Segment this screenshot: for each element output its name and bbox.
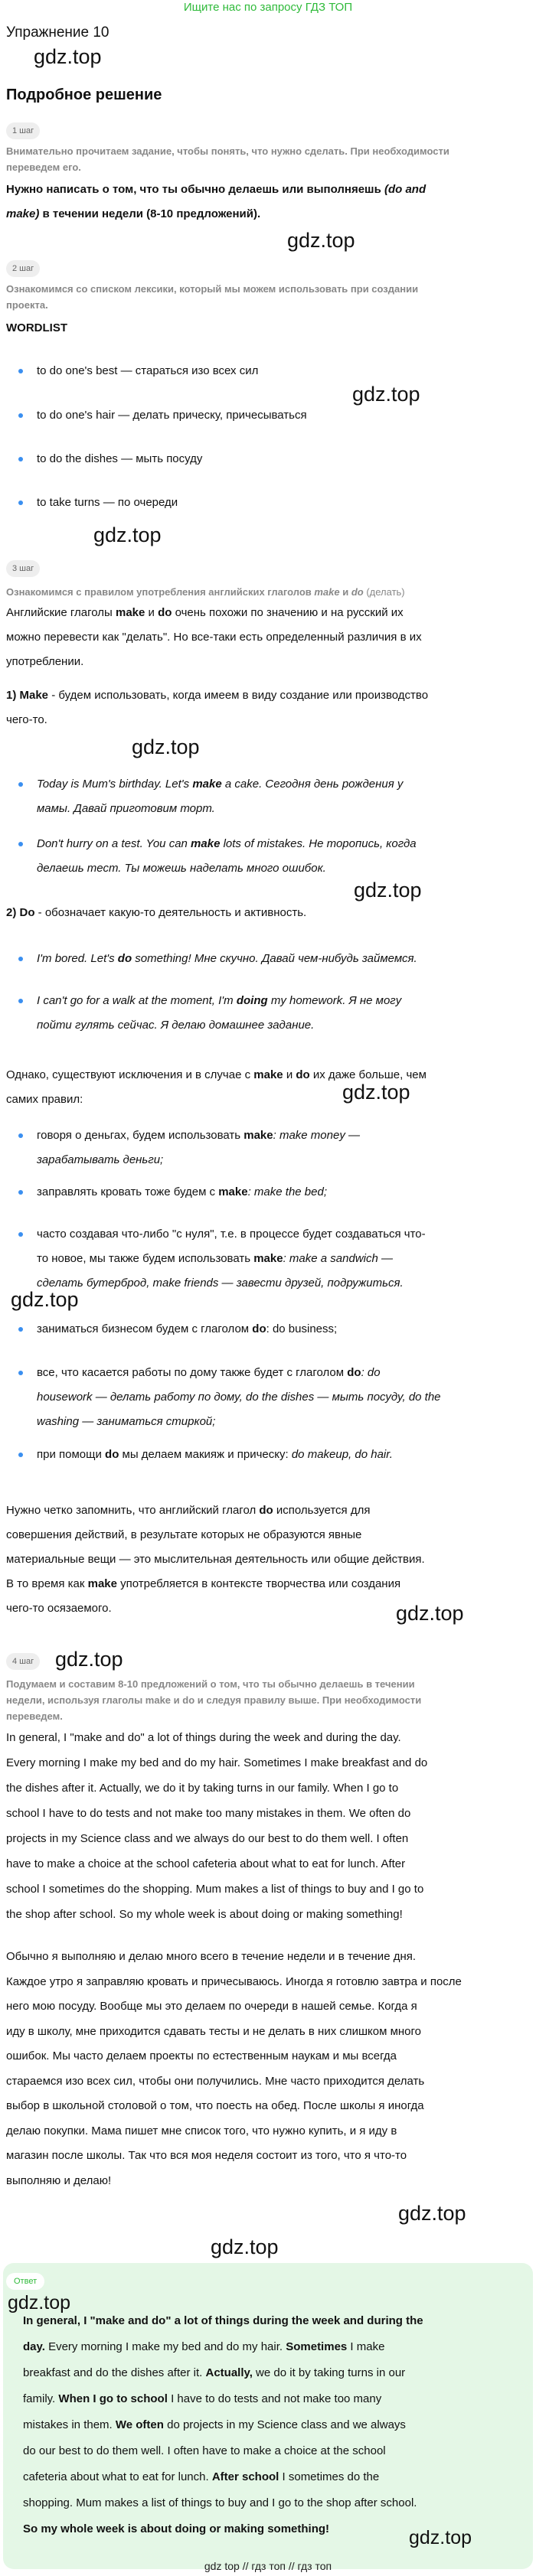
bullet [18, 369, 23, 373]
exercise-title: Упражнение 10 [6, 24, 109, 41]
watermark: gdz.top [211, 2235, 279, 2258]
exception-item: говоря о деньгах, будем использовать make: make money — зарабатывать деньги; [37, 1129, 360, 1166]
step-1-badge: 1 шаг [6, 122, 40, 139]
answer-text: In general, I "make and do" a lot of things during the week and during the day. Every morning I make my bed and do my hair. Sometimes I make breakfast and do the dishes after it. Actually, we do it by taking turns in our family. When I go to school I have to do tests and not make too many mistakes in them. We often do projects in my Science class and we always do our best to do them well. I often have to make a choice at the school cafeteria about what to eat for lunch. After school I sometimes do the shopping. Mum makes a list of things to buy and I go to the shop after school. So my whole week is about doing or making something! [23, 2314, 423, 2535]
step-4-instruction: Подумаем и составим 8-10 предложений о том, что ты обычно делаешь в течении недели, используя глаголы make и do и следуя правилу выше. При необходимости переведем. [6, 1678, 422, 1722]
exception-item: часто создавая что-либо "с нуля", т.е. в процессе будет создаваться что- то новое, мы также будем использовать make: make a sandwich — сделать бутерброд, make friends — завести друзей, подружиться. [37, 1228, 426, 1290]
exception-item: все, что касается работы по дому также будет с глаголом do: do housework — делать работу по дому, do the dishes — мыть посуду, do the washing — заниматься стиркой; [37, 1366, 441, 1428]
bullet [18, 957, 23, 961]
watermark: gdz.top [352, 383, 420, 406]
watermark: gdz.top [93, 523, 162, 546]
watermark: gdz.top [396, 1602, 464, 1625]
word-item: to do one's best — стараться изо всех сил [37, 364, 259, 377]
step-2-instruction: Ознакомимся со списком лексики, который мы можем использовать при создании проекта. [6, 283, 419, 311]
step-3-instruction: Ознакомимся с правилом употребления английских глаголов make и do (делать) [6, 586, 405, 598]
bullet [18, 1190, 23, 1195]
russian-translation: Обычно я выполняю и делаю много всего в течение недели и в течение дня. Каждое утро я заправляю кровать и причесываюсь. Иногда я готовлю завтра и после него мою посуду. Вообще мы это делаем по очереди в нашей семье. Когда я иду в школу, мне приходится сдавать тесты и не делать в них слишком много ошибок. Мы часто делаем проекты по естественным наукам и мы всегда стараемся изо всех сил, чтобы они получились. Мне часто приходится делать выбор в школьной столовой о том, что поесть на обед. После школы я иногда делаю покупки. Мама пишет мне список того, что нужно купить, и я иду в магазин после школы. Так что вся моя неделя состоит из того, что я что-то выполняю и делаю! [6, 1950, 462, 2187]
step-1-instruction: Внимательно прочитаем задание, чтобы понять, что нужно сделать. При необходимости переведем его. [6, 145, 449, 173]
do-example: I can't go for a walk at the moment, I'm doing my homework. Я не могу пойти гулять сейчас. Я делаю домашнее задание. [37, 994, 402, 1032]
watermark: gdz.top [398, 2202, 466, 2225]
watermark: gdz.top [132, 735, 200, 758]
search-banner[interactable]: Ищите нас по запросу ГДЗ ТОП [183, 1, 353, 14]
exception-item: заправлять кровать тоже будем с make: make the bed; [37, 1185, 327, 1198]
bullet [18, 842, 23, 846]
bullet [18, 501, 23, 505]
answer-badge: Ответ [6, 2273, 44, 2290]
exceptions-intro: Однако, существуют исключения и в случае с make и do их даже больше, чем самих правил: [6, 1068, 427, 1106]
footer-links[interactable]: gdz top // гдз топ // гдз топ [204, 2560, 332, 2572]
watermark: gdz.top [342, 1081, 410, 1104]
watermark: gdz.top [287, 229, 355, 252]
step-3-intro: Английские глаголы make и do очень похожи по значению и на русский их можно перевести как "делать". Но все-таки есть определенный различия в их употреблении. [6, 606, 422, 668]
do-rule: 2) Do - обозначает какую-то деятельность и активность. [6, 906, 307, 919]
make-example: Today is Mum's birthday. Let's make a cake. Сегодня день рождения у мамы. Давай приготовим торт. [37, 778, 404, 815]
watermark: gdz.top [8, 2292, 71, 2314]
bullet [18, 1327, 23, 1332]
word-item: to take turns — по очереди [37, 496, 178, 509]
exception-item: при помощи do мы делаем макияж и прическу: do makeup, do hair. [37, 1448, 393, 1461]
bullet [18, 782, 23, 787]
watermark: gdz.top [354, 879, 422, 902]
rule-summary: Нужно четко запомнить, что английский глагол do используется для совершения действий, в результате которых не образуются явные материальные вещи — это мыслительная деятельность или общие действия. В то время как make употребляется в контексте творчества или создания чего-то осязаемого. [6, 1504, 425, 1615]
solution-heading: Подробное решение [6, 86, 162, 103]
watermark: gdz.top [409, 2527, 472, 2548]
bullet [18, 1371, 23, 1375]
bullet [18, 1232, 23, 1237]
bullet [18, 1453, 23, 1457]
bullet [18, 1133, 23, 1138]
bullet [18, 413, 23, 418]
word-item: to do the dishes — мыть посуду [37, 452, 203, 465]
watermark: gdz.top [34, 45, 102, 68]
bullet [18, 999, 23, 1003]
watermark: gdz.top [55, 1648, 123, 1671]
step-4-badge: 4 шаг [6, 1653, 40, 1670]
watermark: gdz.top [11, 1288, 79, 1311]
exception-item: заниматься бизнесом будем с глаголом do: do business; [37, 1322, 338, 1335]
word-item: to do one's hair — делать прическу, причесываться [37, 409, 307, 422]
make-example: Don't hurry on a test. You can make lots of mistakes. Не торопись, когда делаешь тест. Ты можешь наделать много ошибок. [37, 837, 417, 875]
english-text: In general, I "make and do" a lot of things during the week and during the day. Every morning I make my bed and do my hair. Sometimes I make breakfast and do the dishes after it. Actually, we do it by taking turns in our family. When I go to school I have to do tests and not make too many mistakes in them. We often do projects in my Science class and we always do our best to do them well. I often have to make a choice at the school cafeteria about what to eat for lunch. After school I sometimes do the shopping. Mum makes a list of things to buy and I go to the shop after school. So my whole week is about doing or making something! [6, 1731, 428, 1921]
wordlist-title: WORDLIST [6, 321, 67, 334]
step-3-badge: 3 шаг [6, 560, 40, 577]
do-example: I'm bored. Let's do something! Мне скучно. Давай чем-нибудь займемся. [37, 952, 417, 965]
make-rule: 1) Make - будем использовать, когда имеем в виду создание или производство чего-то. [6, 689, 429, 726]
step-2-badge: 2 шаг [6, 260, 40, 277]
step-1-task: Нужно написать о том, что ты обычно делаешь или выполняешь (do and make) в течении недели (8-10 предложений). [6, 183, 427, 220]
bullet [18, 457, 23, 461]
